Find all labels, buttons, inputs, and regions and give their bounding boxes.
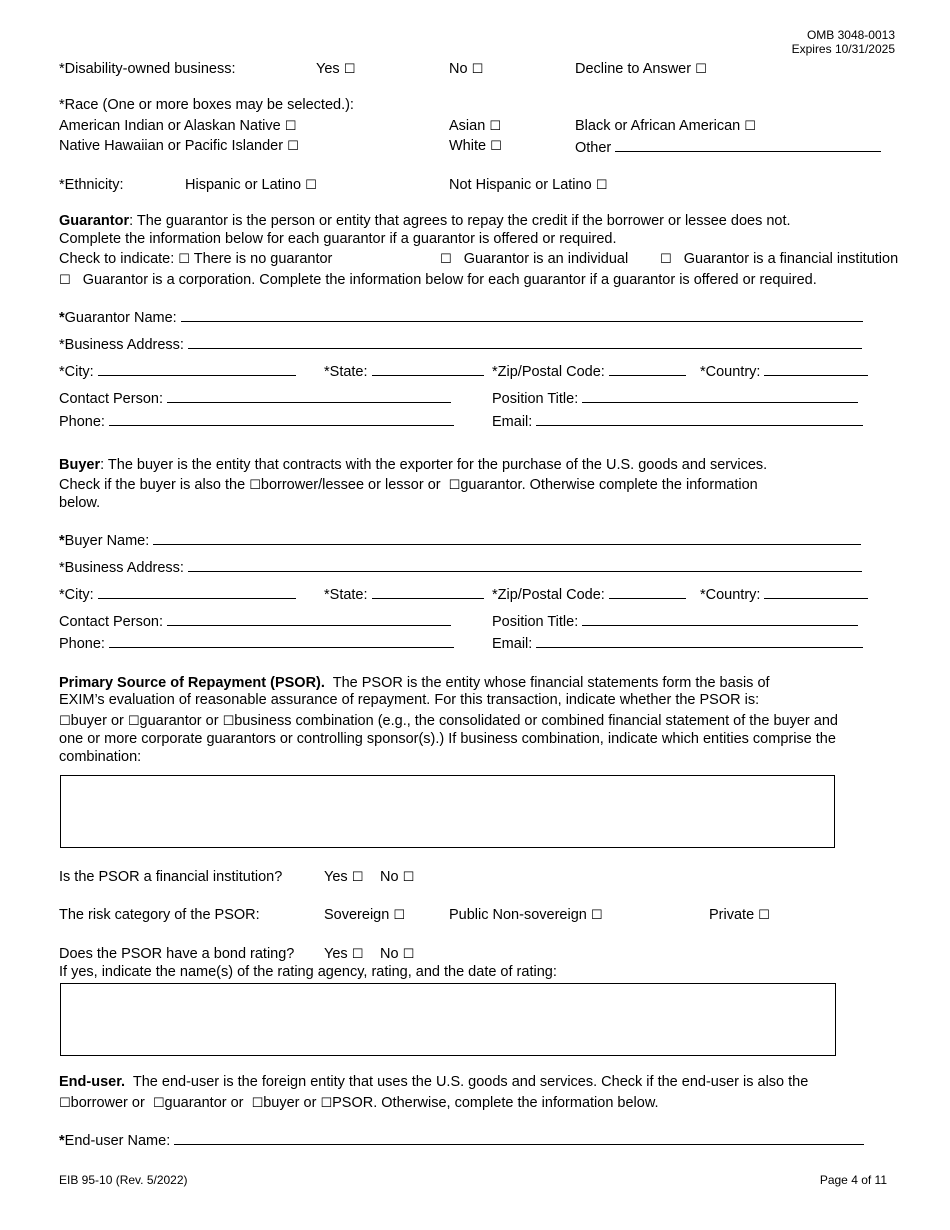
guarantor-zip-field [492,362,686,381]
enduser-guarantor-label: guarantor or [164,1095,244,1111]
race-white-option[interactable] [449,138,502,155]
checkbox-icon[interactable]: ☐ [660,252,672,267]
race-white-label: White [449,138,487,154]
guarantor-city-input[interactable] [98,362,296,376]
guarantor-address-label: *Business Address: [59,337,184,353]
psor-fi-yes-label: Yes [324,869,348,885]
guarantor-email-input[interactable] [536,412,863,426]
checkbox-icon[interactable]: ☐ [402,947,415,962]
guarantor-description [59,213,791,230]
buyer-description [59,457,767,474]
psor-description [59,675,770,692]
disability-yes-label: Yes [316,61,340,77]
race-asian-option[interactable] [449,118,501,135]
guarantor-financial-label: Guarantor is a financial institution [683,251,899,267]
guarantor-name-field: *Guarantor Name: [59,308,863,327]
psor-desc-line1: The PSOR is the entity whose financial statements form the basis of [332,675,770,691]
race-other-field [575,138,881,157]
enduser-name-field: *End-user Name: [59,1131,864,1150]
buyer-name-input[interactable] [153,531,861,545]
checkbox-icon[interactable]: ☐ [758,908,770,923]
race-hawaiian-label: Native Hawaiian or Pacific Islander [59,138,284,154]
race-american-indian-option[interactable] [59,118,296,135]
race-black-option[interactable] [575,118,756,135]
guarantor-corp-label: Guarantor is a corporation. Complete the information below for each guarantor if a guarantor is offered or required. [82,272,817,288]
guarantor-email-field [492,412,863,431]
guarantor-position-field [492,389,858,408]
checkbox-icon[interactable]: ☐ [448,478,461,493]
checkbox-icon[interactable]: ☐ [178,252,190,267]
buyer-desc2a: Check if the buyer is also the [59,477,246,493]
guarantor-heading: Guarantor [59,213,130,229]
psor-bond-question-label: Does the PSOR have a bond rating? [59,946,295,962]
checkbox-icon[interactable]: ☐ [351,870,364,885]
psor-public-ns-option[interactable] [449,907,603,924]
buyer-contact-field [59,612,451,631]
psor-guarantor-label: guarantor or [139,713,219,729]
enduser-psor-label: PSOR. Otherwise, complete the information below. [332,1095,659,1111]
psor-bond-no-label: No [380,946,399,962]
buyer-guarantor-label: guarantor. Otherwise complete the information [460,477,758,493]
psor-sovereign-label: Sovereign [324,907,390,923]
buyer-name-label: Buyer Name: [64,533,150,549]
psor-business-label: business combination (e.g., the consolidated or combined financial statement of the buyer and [234,713,838,729]
guarantor-check-row [59,251,332,268]
disability-no-option[interactable] [449,61,483,78]
buyer-state-field [324,585,484,604]
guarantor-individual-option[interactable] [440,251,628,268]
enduser-options-row [59,1095,659,1112]
guarantor-phone-field [59,412,454,431]
guarantor-email-label: Email: [492,414,533,430]
psor-desc-line2: EXIM’s evaluation of reasonable assurance of repayment. For this transaction, indicate whether the PSOR is: [59,692,760,708]
buyer-desc-line1: : The buyer is the entity that contracts with the exporter for the purchase of the U.S. goods and services. [100,457,768,473]
guarantor-contact-field [59,389,451,408]
buyer-position-input[interactable] [582,612,858,626]
checkbox-icon[interactable]: ☐ [695,62,707,77]
page-number: Page 4 of 11 [819,1173,887,1187]
checkbox-icon[interactable]: ☐ [490,139,502,154]
buyer-name-field: *Buyer Name: [59,531,861,550]
checkbox-icon[interactable]: ☐ [305,178,317,193]
checkbox-icon[interactable]: ☐ [249,478,261,493]
enduser-desc-line1: The end-user is the foreign entity that uses the U.S. goods and services. Check if the end-user is also the [132,1074,809,1090]
checkbox-icon[interactable]: ☐ [402,870,415,885]
disability-decline-option[interactable] [575,61,707,78]
guarantor-state-field [324,362,484,381]
checkbox-icon[interactable]: ☐ [320,1096,333,1111]
psor-fi-yes-option[interactable] [324,869,363,886]
enduser-borrower-label: borrower or [70,1095,145,1111]
guarantor-zip-input[interactable] [609,362,686,376]
enduser-description [59,1074,808,1091]
checkbox-icon[interactable]: ☐ [595,178,608,193]
race-other-label: Other [575,140,612,156]
enduser-name-label: End-user Name: [64,1133,171,1149]
checkbox-icon[interactable]: ☐ [251,1096,264,1111]
psor-bond-followup: If yes, indicate the name(s) of the rating agency, rating, and the date of rating: [59,964,557,980]
race-asian-label: Asian [449,118,486,134]
guarantor-position-label: Position Title: [492,391,579,407]
guarantor-financial-option[interactable] [660,251,898,268]
disability-no-label: No [449,61,468,77]
ethnicity-hispanic-label: Hispanic or Latino [185,177,302,193]
buyer-state-input[interactable] [372,585,484,599]
guarantor-city-label: *City: [59,364,94,380]
guarantor-state-label: *State: [324,364,368,380]
guarantor-phone-input[interactable] [109,412,454,426]
enduser-buyer-label: buyer or [263,1095,317,1111]
guarantor-contact-label: Contact Person: [59,391,163,407]
buyer-city-input[interactable] [98,585,296,599]
psor-public-ns-label: Public Non-sovereign [449,907,587,923]
checkbox-icon[interactable]: ☐ [590,908,603,923]
buyer-phone-label: Phone: [59,636,105,652]
guarantor-country-label: *Country: [700,364,761,380]
checkbox-icon[interactable]: ☐ [471,62,484,77]
checkbox-icon[interactable]: ☐ [351,947,364,962]
psor-desc-line5: combination: [59,749,142,765]
buyer-check-row [59,477,758,494]
checkbox-icon[interactable]: ☐ [222,714,235,729]
race-american-indian-label: American Indian or Alaskan Native [59,118,281,134]
guarantor-contact-input[interactable] [167,389,451,403]
psor-fi-no-label: No [380,869,399,885]
guarantor-phone-label: Phone: [59,414,105,430]
ethnicity-not-hispanic-option[interactable] [449,177,607,194]
buyer-email-input[interactable] [536,634,863,648]
buyer-position-field [492,612,858,631]
buyer-country-input[interactable] [764,585,868,599]
checkbox-icon[interactable]: ☐ [152,1096,165,1111]
psor-private-option[interactable] [709,907,770,924]
disability-yes-option[interactable] [316,61,355,78]
checkbox-icon[interactable]: ☐ [744,119,756,134]
buyer-country-field [700,585,868,604]
checkbox-icon[interactable]: ☐ [59,1096,71,1111]
buyer-phone-field [59,634,454,653]
buyer-position-label: Position Title: [492,614,579,630]
buyer-heading: Buyer [59,457,101,473]
psor-sovereign-option[interactable] [324,907,405,924]
ethnicity-label: *Ethnicity: [59,177,124,193]
form-id: EIB 95-10 (Rev. 5/2022) [59,1173,188,1187]
checkbox-icon[interactable]: ☐ [440,252,452,267]
disability-decline-label: Decline to Answer [575,61,692,77]
buyer-borrower-label: borrower/lessee or lessor or [260,477,441,493]
guarantor-state-input[interactable] [372,362,484,376]
psor-private-label: Private [709,907,755,923]
buyer-address-field [59,558,862,577]
buyer-email-field [492,634,863,653]
guarantor-name-input[interactable] [181,308,863,322]
psor-options-row [59,713,838,730]
checkbox-icon[interactable]: ☐ [284,119,297,134]
ethnicity-not-hispanic-label: Not Hispanic or Latino [449,177,592,193]
guarantor-country-field [700,362,868,381]
enduser-heading: End-user. [59,1074,126,1090]
guarantor-position-input[interactable] [582,389,858,403]
psor-bond-rating-textbox[interactable] [60,983,836,1056]
checkbox-icon[interactable]: ☐ [287,139,299,154]
buyer-email-label: Email: [492,636,533,652]
checkbox-icon[interactable]: ☐ [489,119,501,134]
omb-number: OMB 3048-0013 [806,28,895,42]
expiration-date: Expires 10/31/2025 [791,42,895,56]
race-other-input[interactable] [615,138,881,152]
checkbox-icon[interactable]: ☐ [127,714,140,729]
checkbox-icon[interactable]: ☐ [393,908,405,923]
buyer-country-label: *Country: [700,587,761,603]
guarantor-desc-line2: Complete the information below for each guarantor if a guarantor is offered or required. [59,231,617,247]
guarantor-name-label: Guarantor Name: [64,310,177,326]
psor-combination-textbox[interactable] [60,775,835,848]
guarantor-desc-line1: : The guarantor is the person or entity that agrees to repay the credit if the borrower or lessee does not. [129,213,791,229]
guarantor-address-input[interactable] [188,335,862,349]
buyer-zip-input[interactable] [609,585,686,599]
buyer-contact-label: Contact Person: [59,614,163,630]
buyer-contact-input[interactable] [167,612,451,626]
disability-label: *Disability-owned business: [59,61,236,77]
race-label: *Race (One or more boxes may be selected.): [59,97,354,113]
checkbox-icon[interactable]: ☐ [343,62,356,77]
buyer-desc-line3: below. [59,495,101,511]
guarantor-city-field [59,362,296,381]
guarantor-corp-option[interactable] [59,272,817,289]
guarantor-zip-label: *Zip/Postal Code: [492,364,605,380]
guarantor-address-field [59,335,862,354]
guarantor-check-label: Check to indicate: [59,251,175,267]
psor-heading: Primary Source of Repayment (PSOR). [59,675,325,691]
buyer-city-field [59,585,296,604]
psor-bond-yes-label: Yes [324,946,348,962]
race-hawaiian-option[interactable] [59,138,299,155]
enduser-name-input[interactable] [174,1131,864,1145]
ethnicity-hispanic-option[interactable] [185,177,317,194]
checkbox-icon[interactable]: ☐ [59,273,71,288]
buyer-zip-label: *Zip/Postal Code: [492,587,605,603]
psor-bond-yes-option[interactable] [324,946,363,963]
buyer-state-label: *State: [324,587,368,603]
psor-desc-line4: one or more corporate guarantors or controlling sponsor(s).) If business combination, indicate which entities comprise the [59,731,836,747]
psor-fi-question-label: Is the PSOR a financial institution? [59,869,283,885]
buyer-zip-field [492,585,686,604]
psor-fi-no-option[interactable] [380,869,414,886]
guarantor-country-input[interactable] [764,362,868,376]
buyer-city-label: *City: [59,587,94,603]
guarantor-individual-label: Guarantor is an individual [463,251,629,267]
psor-buyer-label: buyer or [70,713,124,729]
buyer-phone-input[interactable] [109,634,454,648]
guarantor-none-label: There is no guarantor [193,251,333,267]
buyer-address-label: *Business Address: [59,560,184,576]
buyer-address-input[interactable] [188,558,862,572]
race-black-label: Black or African American [575,118,741,134]
psor-risk-label: The risk category of the PSOR: [59,907,260,923]
psor-bond-no-option[interactable] [380,946,414,963]
checkbox-icon[interactable]: ☐ [59,714,71,729]
